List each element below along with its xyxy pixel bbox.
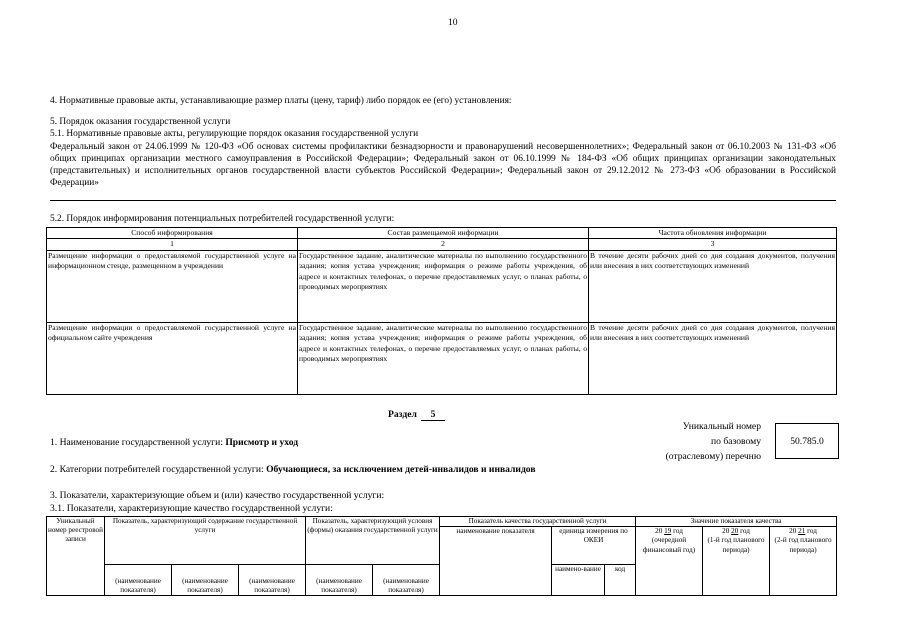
- header-unit: единица измерения по ОКЕИ: [552, 527, 636, 565]
- section-5-1-title: 5.1. Нормативные правовые акты, регулирующие порядок оказания государственной услуги: [50, 129, 419, 139]
- header-frequency: Частота обновления информации: [589, 228, 837, 239]
- sub-indicator-name: (наименование показателя): [239, 565, 306, 596]
- header-method: Способ информирования: [47, 228, 298, 239]
- header-number-1: 1: [47, 239, 298, 250]
- header-year-3: 20 21 год (2-й год планового периода): [770, 527, 837, 596]
- header-conditions-group: Показатель, характеризующий условия (формы) оказания государственной услуги: [306, 517, 440, 565]
- header-indicator-name: наименование показателя: [440, 527, 552, 596]
- section-5-title: 5. Порядок оказания государственной услуги: [50, 117, 231, 127]
- indicators-title: 3. Показатели, характеризующие объем и (или) качество государственной услуги:: [50, 490, 385, 501]
- section-5-2-title: 5.2. Порядок информирования потенциальных потребителей государственной услуги:: [50, 214, 395, 224]
- service-category-value: Обучающиеся, за исключением детей-инвалидов и инвалидов: [266, 464, 536, 475]
- row-method: Размещение информации о предоставляемой государственной услуге на официальном сайте учреждения: [47, 322, 298, 394]
- unique-number-line3: (отраслевому) перечню: [665, 451, 761, 462]
- sub-indicator-name: (наименование показателя): [373, 565, 440, 596]
- row-frequency: В течение десяти рабочих дней со дня создания документов, получения или внесения в них соответствующих изменений: [589, 322, 837, 394]
- section-4-title: 4. Нормативные правовые акты, устанавливающие размер платы (цену, тариф) либо порядок ее (его) установления:: [50, 96, 512, 106]
- normative-acts-text: Федеральный закон от 24.06.1999 № 120-ФЗ «Об основах системы профилактики безнадзорности и правонарушений несовершеннолетних»; Федеральный закон от 06.10.2003 № 131-ФЗ «Об общих принципах организации местного самоуправления в Российской Федерации»; Федеральный закон от 06.10.1999 № 184-ФЗ «Об общих принципах организации законодательных (представительных) и исполнительных органов государственной власти субъектов Российской Федерации»; Федеральный закон от 29.12.2012 № 273-ФЗ «Об образовании в Российской Федерации»: [50, 142, 836, 188]
- header-content-group: Показатель, характеризующий содержание государственной услуги: [105, 517, 306, 565]
- header-number-2: 2: [298, 239, 589, 250]
- service-category-label: 2. Категории потребителей государственной услуги:: [50, 464, 264, 475]
- header-value-group: Значение показателя качества: [636, 517, 837, 527]
- razdel-number: 5: [421, 409, 445, 421]
- header-year-2: 20 20 год (1-й год планового периода): [703, 527, 770, 596]
- sub-indicator-name: (наименование показателя): [105, 565, 172, 596]
- sub-indicator-name: (наименование показателя): [172, 565, 239, 596]
- unique-number-line1: Уникальный номер: [682, 421, 761, 432]
- service-name-line: [50, 437, 298, 448]
- header-number-3: 3: [589, 239, 837, 250]
- page-number: 10: [448, 17, 458, 28]
- year-2-note: (1-й год планового периода): [707, 536, 765, 554]
- unique-number-box: 50.785.0: [775, 423, 839, 459]
- unique-number-line2: по базовому: [711, 436, 761, 447]
- row-frequency: В течение десяти рабочих дней со дня создания документов, получения или внесения в них соответствующих изменений: [589, 250, 837, 322]
- year-2-value: 20: [731, 527, 739, 536]
- header-unit-name: наимено-вание: [552, 565, 605, 596]
- sub-indicator-name: (наименование показателя): [306, 565, 373, 596]
- table-row: [47, 250, 837, 322]
- quality-indicators-title: 3.1. Показатели, характеризующие качество государственной услуги:: [50, 503, 333, 514]
- table-row: [47, 322, 837, 394]
- header-unique-record: Уникальный номер реестровой записи: [47, 517, 105, 596]
- row-content: Государственное задание, аналитические материалы по выполнению государственного задания; копия устава учреждения; информация о режиме работы учреждения, об адресе и контактных телефонах, о перечне предоставляемых услуг, о планах работы, о проводимых мероприятиях: [298, 250, 589, 322]
- row-content: Государственное задание, аналитические материалы по выполнению государственного задания; копия устава учреждения; информация о режиме работы учреждения, об адресе и контактных телефонах, о перечне предоставляемых услуг, о планах работы, о проводимых мероприятиях: [298, 322, 589, 394]
- row-method: Размещение информации о предоставляемой государственной услуге на информационном стенде, размещенном в учреждении: [47, 250, 298, 322]
- header-content: Состав размещаемой информации: [298, 228, 589, 239]
- indicators-table: [46, 516, 837, 596]
- year-3-note: (2-й год планового периода): [774, 536, 832, 554]
- service-category-line: [50, 464, 536, 475]
- razdel-label: Раздел: [388, 409, 417, 420]
- header-quality-group: Показатель качества государственной услуги: [440, 517, 636, 527]
- acts-underline: [50, 200, 836, 201]
- service-name-value: Присмотр и уход: [225, 437, 299, 448]
- year-1-note: (очередной финансовый год): [642, 536, 696, 554]
- year-1-value: 19: [664, 527, 672, 536]
- header-year-1: 20 19 год (очередной финансовый год): [636, 527, 703, 596]
- header-unit-code: код: [605, 565, 636, 596]
- information-table: [46, 227, 837, 395]
- year-3-value: 21: [798, 527, 806, 536]
- service-name-label: 1. Наименование государственной услуги:: [50, 437, 223, 448]
